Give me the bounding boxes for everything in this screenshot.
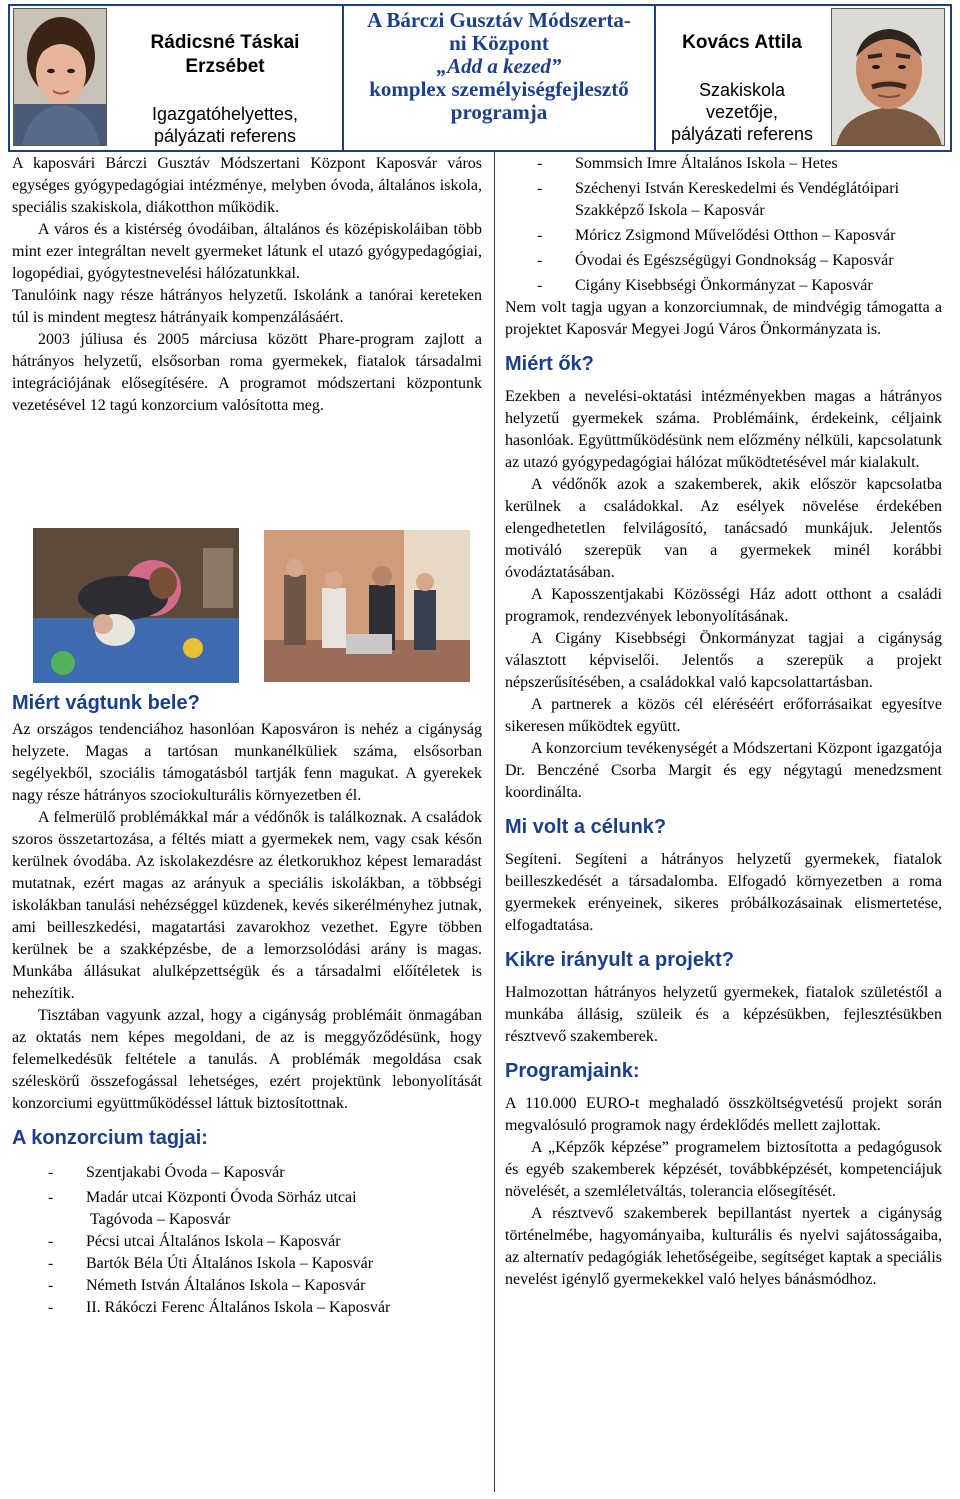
member-list	[537, 153, 942, 297]
intro-paragraph: A város és a kistérség óvodáiban, általános és középiskoláiban több mint ezer integráltan nevelt gyermeket látunk el utazó gyógypedagógiai, logopédiai, gyógytestnevelési hálózatunkkal.	[12, 221, 482, 282]
list-item: - Madár utcai Központi Óvoda Sörház utcai Tagóvoda – Kaposvár	[48, 1187, 482, 1231]
member-list	[48, 1162, 482, 1319]
portrait-right-photo	[831, 8, 945, 146]
programs-paragraph: A résztvevő szakemberek bepillantást nyertek a cigányság történelmébe, hagyományaiba, kulturális és nyelvi sajátosságaiba, az alternatív pedagógiák lehetőségeibe, segítséget kaptak a speciális nevelést igénylő gyermekekkel való helyes bánásmódhoz.	[505, 1205, 942, 1288]
section-heading: Miért vágtunk bele?	[12, 692, 200, 714]
why-paragraph: Tisztában vagyunk azzal, hogy a cigányság problémáit önmagában az oktatás nem képes megoldani, de az is meggyőződésünk, hogy felemelkedésük feltétele a tanulás. A problémák megoldása csak széleskörű összefogással lehetséges, ezért projektünk lebonyolítását konzorciumi együttműködéssel láttuk biztosítottnak.	[12, 1007, 482, 1112]
intro-paragraph: A kaposvári Bárczi Gusztáv Módszertani Központ Kaposvár város egységes gyógypedagógiai intézménye, melyben óvoda, általános iskola, speciális szakiskola, diákotthon működik.	[12, 155, 482, 216]
goal-paragraph: Segíteni. Segíteni a hátrányos helyzetű gyermekek, fiatalok beilleszkedését a társadalomba. Elfogadó környezetben a roma gyermekek erényeinek, sikeres próbálkozásainak elismertetése, elfogadtatása.	[505, 851, 942, 934]
section-heading: Kikre irányult a projekt?	[505, 949, 734, 971]
right-person-role: Szakiskola vezetője, pályázati referens	[670, 80, 814, 144]
column-divider	[494, 152, 495, 1492]
section-heading: Programjaink:	[505, 1060, 640, 1082]
why-them-paragraph: Ezekben a nevelési-oktatási intézményekben magas a hátrányos helyzetű gyermekek száma. Problémáink, érdekeink, céljaink hasonlóak. Együttműködésünk nem előzmény nélküli, kapcsolatunk az utazó gyógypedagógiai hálózat működtetésével már kialakult.	[505, 388, 942, 471]
why-them-paragraph: A konzorcium tevékenységét a Módszertani Központ igazgatója Dr. Benczéné Csorba Margit és egy négytagú menedzsment koordinálta.	[505, 740, 942, 801]
left-person-role: Igazgatóhelyettes, pályázati referens	[151, 104, 299, 146]
section-heading: A konzorcium tagjai:	[12, 1127, 208, 1149]
header-title: A Bárczi Gusztáv Módszerta- ni Központ „Add a kezed” komplex személyiségfejlesztő programja	[367, 8, 631, 124]
section-heading: Mi volt a célunk?	[505, 816, 667, 838]
list-item: - Sommsich Imre Általános Iskola – Hetes	[537, 153, 942, 175]
header-bottom-border	[8, 150, 952, 152]
right-column	[505, 153, 942, 1291]
list-item: - Széchenyi István Kereskedelmi és Vendéglátóipari Szakképző Iskola – Kaposvár	[537, 178, 942, 222]
section-heading: Miért ők?	[505, 353, 594, 375]
list-item: - Bartók Béla Úti Általános Iskola – Kaposvár	[48, 1253, 482, 1275]
target-paragraph: Halmozottan hátrányos helyzetű gyermekek, fiatalok születéstől a munkába állásig, szüleik és a képzésükben, fejlesztésükben résztvevő szakemberek.	[505, 984, 942, 1045]
left-person-name: Rádicsné Táskai Erzsébet	[150, 32, 300, 77]
photo-baby-play	[33, 528, 239, 683]
why-them-paragraph: A partnerek a közös cél eléréséért erőforrásaikat egyesítve sikeresen működtek együtt.	[505, 696, 942, 735]
list-item: - Óvodai és Egészségügyi Gondnokság – Kaposvár	[537, 250, 942, 272]
why-paragraph: Az országos tendenciához hasonlóan Kaposváron is nehéz a cigányság helyzete. Magas a tartósan munkanélküliek száma, elsősorban segélyekből, szociális támogatásból tartják fenn magukat. A gyerekek nagy része hátrányos szociokulturális környezetben él.	[12, 721, 482, 804]
list-item: - Szentjakabi Óvoda – Kaposvár	[48, 1162, 482, 1184]
portrait-left-photo	[13, 8, 107, 146]
intro-paragraph: Tanulóink nagy része hátrányos helyzetű. Iskolánk a tanórai kereteken túl is mindent megtesz hátrányaik kompenzálásáért.	[12, 287, 482, 326]
right-person-name: Kovács Attila	[682, 32, 802, 53]
intro-paragraph: 2003 júliusa és 2005 márciusa között Phare-program zajlott a hátrányos helyzetű, elsősorban roma gyermekek, fiatalok társadalmi integrációjának elősegítésére. A programot módszertani központunk vezetésével 12 tagú konzorcium valósította meg.	[12, 331, 482, 414]
why-them-paragraph: A Kaposszentjakabi Közösségi Ház adott otthont a családi programok, rendezvények lebonyolításának.	[505, 586, 942, 625]
list-item: - Németh István Általános Iskola – Kaposvár	[48, 1275, 482, 1297]
photo-classroom	[264, 530, 470, 682]
list-item: - Pécsi utcai Általános Iskola – Kaposvár	[48, 1231, 482, 1253]
programs-paragraph: A „Képzők képzése” programelem biztosította a pedagógusok és egyéb szakemberek képzését, továbbképzését, kompetenciájuk növelését, a szemléletváltás, tolerancia elősegítését.	[505, 1139, 942, 1200]
why-section	[12, 692, 482, 1319]
why-them-paragraph: A Cigány Kisebbségi Önkormányzat tagjai a cigányság választott képviselői. Jelentős a szerepük a projekt népszerűsítésében, a családokkal való kapcsolattartásban.	[505, 630, 942, 691]
left-column	[12, 153, 482, 417]
supporter-paragraph: Nem volt tagja ugyan a konzorciumnak, de mindvégig támogatta a projektet Kaposvár Megyei Jogú Város Önkormányzata is.	[505, 299, 942, 338]
programs-paragraph: A 110.000 EURO-t meghaladó összköltségvetésű projekt során megvalósuló programok nagy érdeklődés mellett zajlottak.	[505, 1095, 942, 1134]
why-them-paragraph: A védőnők azok a szakemberek, akik először kapcsolatba kerülnek a családokkal. Az esélyek növelése érdekében elengedhetetlen felvilágosító, tanácsadó munkájuk. Jelentős motiváló szerepük van a gyermekek minél korábbi óvodáztatásában.	[505, 476, 942, 581]
why-paragraph: A felmerülő problémákkal már a védőnők is találkoznak. A családok szoros összetartozása, a féltés miatt a gyermekek nem, vagy csak későn kerülnek óvodába. Az iskolakezdésre az életkorukhoz képest lemaradást mutatnak, ezért magas az arányuk a speciális iskolákban, a többségi iskolákban tanulási nehézséggel küzdenek, kevés sikerélményhez jutnak, ami beilleszkedési, magatartási zavarokhoz vezethet. Egyre többen kerülnek be a szakképzésbe, de a lemorzsolódási arány is magas. Munkába állásukat alulképzettségük és a társadalmi előítéletek is nehezítik.	[12, 809, 482, 1002]
list-item: - Móricz Zsigmond Művelődési Otthon – Kaposvár	[537, 225, 942, 247]
list-item: - Cigány Kisebbségi Önkormányzat – Kaposvár	[537, 275, 942, 297]
list-item: - II. Rákóczi Ferenc Általános Iskola – Kaposvár	[48, 1297, 482, 1319]
